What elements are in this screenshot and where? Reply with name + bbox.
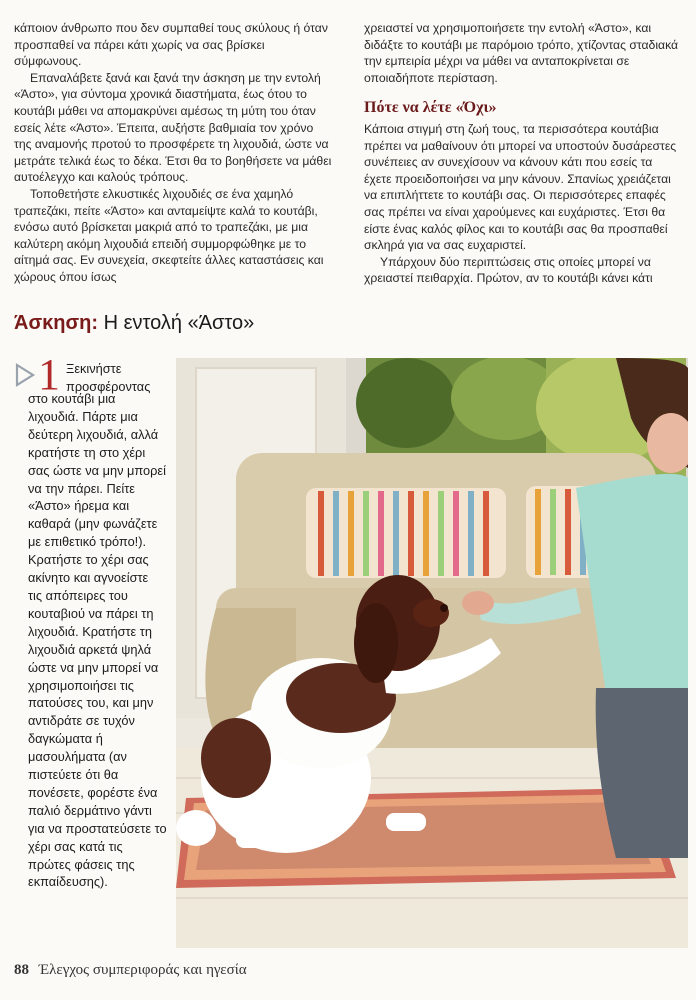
paragraph: Επαναλάβετε ξανά και ξανά την άσκηση με την εντολή «Άστο», για σύντομα χρονικά διαστήματα, έως ότου το κουτάβι μάθει να απομακρύνει αμέσως τη μύτη του όταν εσείς λέτε «Άστο». Έπειτα, αυξήστε βαθμιαία τον χρόνο της αναμονής προτού το προσφέρετε τη λιχουδιά, ώστε να μετράτε τελικά έως το δέκα. Έτσι θα το βοηθήσετε να μάθει αυτοέλεγχο και καλούς τρόπους. bbox=[14, 70, 332, 185]
step-text-line: παλιό δερμάτινο γάντι bbox=[28, 802, 152, 818]
step-text-line: πρώτες φάσεις της bbox=[28, 856, 135, 872]
step-text-line: να την πάρει. Πείτε bbox=[28, 480, 136, 496]
exercise-title: Η εντολή «Άστο» bbox=[103, 312, 255, 334]
step-lead-line: Ξεκινήστε bbox=[66, 361, 122, 376]
step-text-line: κρατήστε τη στο χέρι bbox=[28, 444, 146, 460]
footer-section-title: Έλεγχος συμπεριφοράς και ηγεσία bbox=[38, 962, 247, 978]
dog-training-photo bbox=[176, 358, 688, 948]
play-arrow-icon bbox=[14, 362, 36, 388]
step-text-line: αντιδράτε σε τυχόν bbox=[28, 713, 135, 729]
left-text-column bbox=[14, 20, 332, 286]
page-number: 88 bbox=[14, 962, 29, 978]
step-text-line: πονέσετε, φορέστε ένα bbox=[28, 784, 158, 800]
step-text-line: χέρι σας κατά τις bbox=[28, 838, 123, 854]
exercise-label: Άσκηση: bbox=[14, 312, 99, 334]
paragraph: Υπάρχουν δύο περιπτώσεις στις οποίες μπορεί να χρειαστεί πειθαρχία. Πρώτον, αν το κουτάβι κάνει κάτι bbox=[364, 254, 653, 286]
step-text-line: «Άστο» ήρεμα και bbox=[28, 498, 130, 514]
photo-illustration bbox=[176, 358, 688, 948]
step-text-line: εκπαίδευσης). bbox=[28, 874, 108, 890]
step-text-line: πατούσες του, και μην bbox=[28, 695, 154, 711]
step-text-line: για να προστατεύσετε το bbox=[28, 820, 167, 836]
step-text-line: σας ώστε να μην μπορεί bbox=[28, 462, 166, 478]
step-text-line: μασουλήματα (αν bbox=[28, 749, 127, 765]
paragraph: χρειαστεί να χρησιμοποιήσετε την εντολή «Άστο», και διδάξτε το κουτάβι με παρόμοιο τρόπο, χτίζοντας σταδιακά την εμπειρία μέχρι να μάθει να ανταποκρίνεται σε οποιαδήποτε περίσταση. bbox=[364, 21, 679, 85]
step-text-line: πιστεύετε ότι θα bbox=[28, 767, 119, 783]
step-number: 1 bbox=[38, 350, 60, 399]
step-text-line: χρησιμοποιήσει τις bbox=[28, 677, 134, 693]
step-text-line: κουταβιού να πάρει τη bbox=[28, 605, 154, 621]
page-footer bbox=[14, 962, 247, 979]
step-lead-text bbox=[66, 360, 176, 395]
exercise-heading bbox=[14, 312, 254, 335]
section-subheading: Πότε να λέτε «Όχι» bbox=[364, 99, 497, 117]
step-text-line: λιχουδιά αρκετά ψηλά bbox=[28, 641, 152, 657]
paragraph: Τοποθετήστε ελκυστικές λιχουδιές σε ένα χαμηλό τραπεζάκι, πείτε «Άστο» και ανταμείψτε καλά το κουτάβι, ενόσω αυτό βρίσκεται μακριά από το τραπεζάκι, με μια καλύτερη ακόμη λιχουδιά επειδή συμμορφώθηκε με το αίτημά σας. Εν συνεχεία, σκεφτείτε άλλες καταστάσεις και χώρους όπου ίσως bbox=[14, 186, 324, 284]
paragraph: κάποιον άνθρωπο που δεν συμπαθεί τους σκύλους ή όταν προσπαθεί να πάρει κάτι χωρίς να σας βρίσκει σύμφωνους. bbox=[14, 21, 328, 69]
step-text-line: με επιθετικό τρόπο!). bbox=[28, 534, 147, 550]
right-text-column bbox=[364, 20, 682, 287]
step-text-line: τις απόπειρες του bbox=[28, 587, 128, 603]
step-text-line: ακίνητο και αγνοείστε bbox=[28, 570, 149, 586]
step-text-line: ώστε να μην μπορεί να bbox=[28, 659, 159, 675]
paragraph: Κάποια στιγμή στη ζωή τους, τα περισσότερα κουτάβια πρέπει να μαθαίνουν ότι μπορεί να υποστούν δυσάρεστες συνέπειες αν συνεχίσουν να κάνουν κάτι που εσείς τα έχετε προειδοποιήσει να μην κάνουν. Σπανίως χρειάζεται να επιπλήττετε το κουτάβι σας. Οι περισσότερες επαφές σας πρέπει να είναι χαρούμενες και ευχάριστες. Έτσι θα είστε ένας καλός φίλος και το κουτάβι σας θα προσπαθεί σκληρά για να σας ευχαριστεί. bbox=[364, 121, 677, 253]
step-text bbox=[14, 390, 176, 891]
step-text-line: λιχουδιά. Κρατήστε τη bbox=[28, 623, 152, 639]
step-text-line: δεύτερη λιχουδιά, αλλά bbox=[28, 426, 159, 442]
step-text-line: δαγκώματα ή bbox=[28, 731, 103, 747]
step-text-line: στο κουτάβι μια bbox=[28, 391, 116, 406]
step-text-line: λιχουδιά. Πάρτε μια bbox=[28, 408, 138, 424]
step-text-line: Κρατήστε το χέρι σας bbox=[28, 552, 149, 568]
step-text-line: καθαρά (μην φωνάζετε bbox=[28, 516, 158, 532]
step-lead-line: προσφέροντας bbox=[66, 378, 151, 394]
step-instructions bbox=[14, 350, 167, 891]
